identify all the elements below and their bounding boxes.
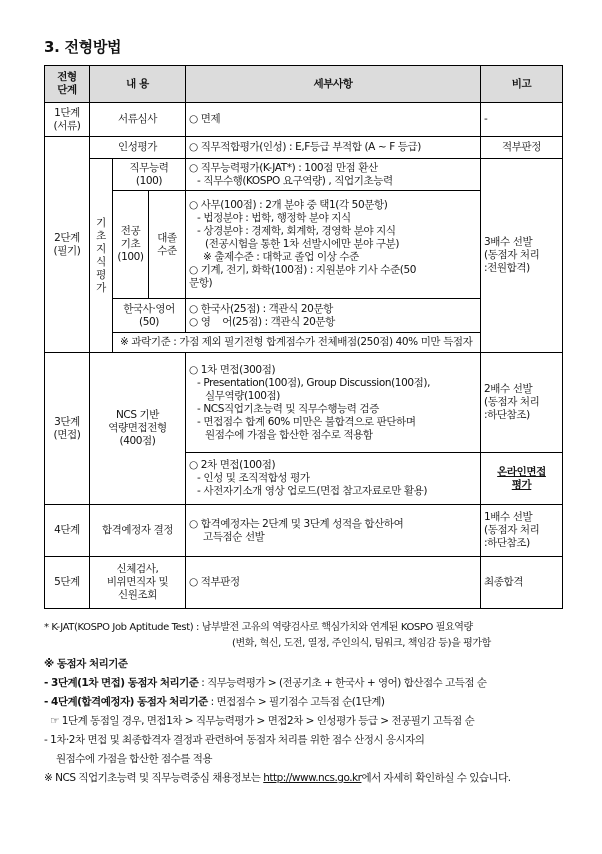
stage1-content: 서류심사 <box>90 103 186 137</box>
header-content: 내 용 <box>90 66 186 103</box>
header-detail: 세부사항 <box>186 66 481 103</box>
stage3-first-note: 2배수 선발 (동점자 처리 :하단참조) <box>481 353 563 453</box>
major-detail: ○ 사무(100점) : 2개 분야 중 택1(각 50문항) - 법정분야 : 법학, 행정학 분야 지식 - 상경분야 : 경제학, 회계학, 경영학 분야 지식 (전공시험을 통한 1차 선발시에만 분야 구분) ※ 출제수준 : 대학교 졸업 이상 수준 ○ 기계, 전기, 화학(100점) : 지원분야 기사 수준(50 문항) <box>186 191 481 299</box>
tie-rule-1: - 3단계(1차 면접) 동점자 처리기준 : 직무능력평가 > (전공기초 + 한국사 + 영어) 합산점수 고득점 순 <box>44 677 487 689</box>
job-ability-detail: ○ 직무능력평가(K-JAT*) : 100점 만점 환산 - 직무수행(KOSPO 요구역량) , 직업기초능력 <box>186 159 481 191</box>
stage2-note: 3배수 선발 (동점자 처리 :전원합격) <box>481 159 563 353</box>
personality-note: 적부판정 <box>481 137 563 159</box>
personality-content: 인성평가 <box>90 137 186 159</box>
stage1-detail: ○ 면제 <box>186 103 481 137</box>
history-english-content: 한국사·영어 (50) <box>113 299 186 333</box>
stage3-content: NCS 기반 역량면접전형 (400점) <box>90 353 186 505</box>
job-ability-content: 직무능력 (100) <box>113 159 186 191</box>
stage1-note: - <box>481 103 563 137</box>
kjat-footnote-line2: (변화, 혁신, 도전, 열정, 주인의식, 팀워크, 책임감 등)을 평가함 <box>232 638 491 649</box>
tie-rule-3: ☞ 1단계 동점일 경우, 면접1차 > 직무능력평가 > 면접2차 > 인성평가 등급 > 전공필기 고득점 순 <box>50 715 475 727</box>
stage3-second-detail: ○ 2차 면접(100점) - 인성 및 조직적합성 평가 - 사전자기소개 영상 업로드(면접 참고자료로만 활용) <box>186 453 481 505</box>
stage1-row <box>45 103 563 137</box>
stage5-label: 5단계 <box>45 557 90 609</box>
ncs-info: ※ NCS 직업기초능력 및 직무능력중심 채용정보는 http://www.ncs.go.kr에서 자세히 확인하실 수 있습니다. <box>44 772 511 784</box>
stage5-content: 신체검사, 비위면직자 및 신원조회 <box>90 557 186 609</box>
cutoff-row <box>45 333 563 353</box>
tie-rule-2: - 4단계(합격예정자) 동점자 처리기준 : 면접점수 > 필기점수 고득점 순(1단계) <box>44 696 385 708</box>
stage3-first-row <box>45 353 563 453</box>
stage4-note: 1배수 선발 (동점자 처리 :하단참조) <box>481 505 563 557</box>
basic-knowledge-group-label: 기 초 지 식 평 가 <box>90 159 113 353</box>
selection-method-table <box>44 65 563 609</box>
kjat-footnote-line1: * K-JAT(KOSPO Job Aptitude Test) : 남부발전 고유의 역량검사로 핵심가치와 연계된 KOSPO 필요역량 <box>44 622 473 633</box>
header-stage: 전형 단계 <box>45 66 90 103</box>
cutoff-text: ※ 과락기준 : 가점 제외 필기전형 합계점수가 전체배점(250점) 40% 미만 득점자 <box>113 333 563 353</box>
stage4-label: 4단계 <box>45 505 90 557</box>
ncs-link[interactable]: http://www.ncs.go.kr <box>263 772 362 784</box>
tie-rules-title: ※ 동점자 처리기준 <box>44 658 128 670</box>
history-english-detail: ○ 한국사(25점) : 객관식 20문항 ○ 영 어(25점) : 객관식 20문항 <box>186 299 481 333</box>
stage1-label: 1단계 (서류) <box>45 103 90 137</box>
stage4-row <box>45 505 563 557</box>
stage2-label: 2단계 (필기) <box>45 137 90 353</box>
stage5-row <box>45 557 563 609</box>
job-ability-row <box>45 159 563 191</box>
stage4-content: 합격예정자 결정 <box>90 505 186 557</box>
stage5-note: 최종합격 <box>481 557 563 609</box>
tie-rules <box>44 655 574 788</box>
major-level: 대졸 수준 <box>149 191 186 299</box>
stage4-detail: ○ 합격예정자는 2단계 및 3단계 성적을 합산하여 고득점순 선발 <box>186 505 481 557</box>
stage5-detail: ○ 적부판정 <box>186 557 481 609</box>
tie-rule-4a: - 1차·2차 면접 및 최종합격자 결정과 관련하여 동점자 처리를 위한 점수 산정시 응시자의 <box>44 734 425 746</box>
stage3-first-detail: ○ 1차 면접(300점) - Presentation(100점), Group Discussion(100점), 실무역량(100점) - NCS직업기초능력 및 직무수행능력 검증 - 면접점수 합계 60% 미만은 불합격으로 판단하며 원점수에 가점을 합산한 점수로 적용함 <box>186 353 481 453</box>
stage2-personality-row <box>45 137 563 159</box>
personality-detail: ○ 직무적합평가(인성) : E,F등급 부적합 (A ~ F 등급) <box>186 137 481 159</box>
major-content: 전공 기초 (100) <box>113 191 149 299</box>
online-interview-note: 온라인면접 평가 <box>481 453 563 505</box>
stage3-label: 3단계 (면접) <box>45 353 90 505</box>
header-note: 비고 <box>481 66 563 103</box>
tie-rule-4b: 원점수에 가점을 합산한 점수를 적용 <box>56 753 212 765</box>
section-heading: 3. 전형방법 <box>44 38 122 56</box>
table-header-row <box>45 66 563 103</box>
